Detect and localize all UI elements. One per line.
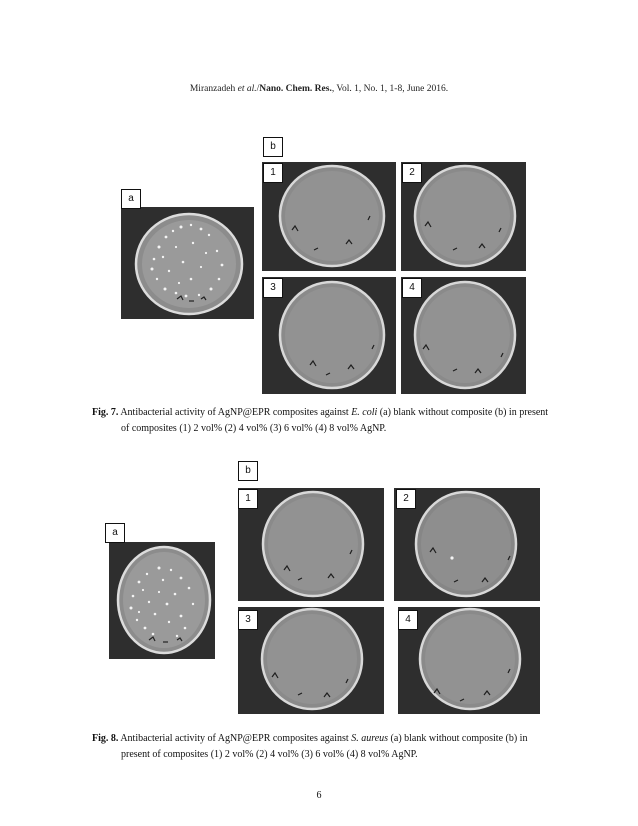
fig8-petri-dish-4	[398, 607, 540, 714]
running-header	[0, 84, 638, 94]
fig8-caption-organism: S. aureus	[351, 733, 389, 744]
fig7-caption-text-cont: (a) blank without composite (b) in present	[377, 407, 549, 418]
petri-dish-image	[398, 607, 540, 714]
header-etal: et al.	[237, 84, 257, 94]
fig7-label-1: 1	[263, 163, 283, 183]
petri-dish-image	[109, 542, 215, 659]
header-sep: /	[256, 84, 260, 94]
fig7-caption-line2: of composites (1) 2 vol% (2) 4 vol% (3) 6 vol% (4) 8 vol% AgNP.	[121, 423, 387, 434]
fig8-caption-line2: present of composites (1) 2 vol% (2) 4 vol% (3) 6 vol% (4) 8 vol% AgNP.	[121, 749, 418, 760]
fig7-caption-text: Antibacterial activity of AgNP@EPR composites against	[118, 407, 352, 418]
fig7-label-a: a	[121, 189, 141, 209]
fig8-label-4: 4	[398, 610, 418, 630]
petri-dish-image	[238, 488, 384, 601]
header-volume: , Vol. 1, No. 1, 1-8, June 2016.	[331, 84, 449, 94]
fig7-label-b: b	[263, 137, 283, 157]
fig7-label-4: 4	[402, 278, 422, 298]
fig7-caption	[92, 405, 562, 437]
fig8-caption-text-cont: (a) blank without composite (b) in	[388, 733, 528, 744]
fig8-petri-dish-3	[238, 607, 384, 714]
header-journal: Nano. Chem. Res.	[259, 84, 332, 94]
fig8-label-2: 2	[396, 489, 416, 509]
petri-dish-image	[121, 207, 254, 319]
fig8-label-1: 1	[238, 489, 258, 509]
fig8-petri-dish-1	[238, 488, 384, 601]
fig8-caption-text: Antibacterial activity of AgNP@EPR composites against	[118, 733, 352, 744]
fig8-caption	[92, 731, 562, 763]
petri-dish-image	[238, 607, 384, 714]
fig8-label-a: a	[105, 523, 125, 543]
fig7-petri-dish-blank	[121, 207, 254, 319]
fig8-caption-label: Fig. 8.	[92, 733, 119, 744]
fig7-label-3: 3	[263, 278, 283, 298]
fig7-caption-organism: E. coli	[351, 407, 378, 418]
fig8-label-3: 3	[238, 610, 258, 630]
fig8-label-b: b	[238, 461, 258, 481]
header-authors: Miranzadeh	[189, 84, 238, 94]
fig7-caption-label: Fig. 7.	[92, 407, 119, 418]
page-number: 6	[316, 790, 322, 801]
fig8-petri-dish-blank	[109, 542, 215, 659]
fig7-label-2: 2	[402, 163, 422, 183]
